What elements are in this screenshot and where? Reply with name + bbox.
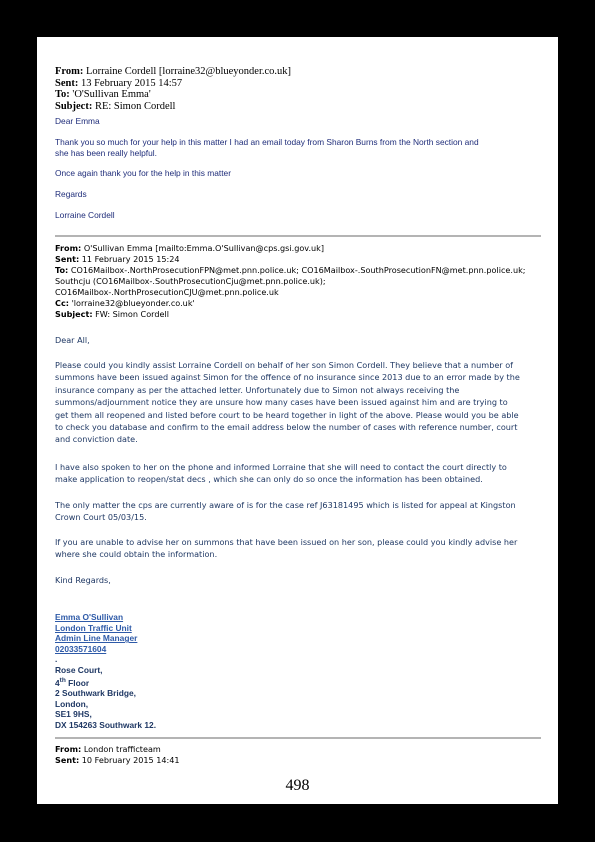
separator-line	[55, 235, 541, 237]
signature-phone-link[interactable]: 02033571604	[55, 643, 107, 654]
signature-addr4: London,	[55, 698, 89, 709]
email3-sent-label: Sent:	[55, 755, 80, 765]
email2-cc: 'lorraine32@blueyonder.co.uk'	[71, 298, 195, 308]
email1-to-label: To:	[55, 89, 70, 100]
signature-addr5: SE1 9HS,	[55, 709, 92, 720]
email1-signoff: Lorraine Cordell	[55, 210, 115, 220]
email2-p1-line: Please could you kindly assist Lorraine Cordell on behalf of her son Simon Cordell. They believe that a number of	[55, 360, 514, 370]
signature-floor-word: Floor	[65, 677, 90, 688]
email2-paragraph-4	[55, 536, 543, 561]
email2-sent-label: Sent:	[55, 254, 80, 264]
separator-line	[55, 737, 541, 739]
email2-paragraph-2	[55, 461, 543, 486]
signature-addr1: Rose Court,	[55, 664, 103, 675]
signature-addr3: 2 Southwark Bridge,	[55, 687, 136, 698]
email2-from-label: From:	[55, 243, 82, 253]
email2-p4-line: where she could obtain the information.	[55, 549, 218, 560]
email1-header	[55, 66, 291, 112]
email3-sent: 10 February 2015 14:41	[81, 755, 180, 765]
signature-floor-sup: th	[59, 676, 66, 684]
email2-p4-line: If you are unable to advise her on summons that have been issued on her son, please could you kindly advise her	[55, 537, 518, 547]
email2-paragraph-3	[55, 499, 543, 524]
signature-unit-link[interactable]: London Traffic Unit	[55, 622, 132, 633]
email1-subject-label: Subject:	[55, 100, 93, 112]
email2-to-line1: CO16Mailbox-.NorthProsecutionFPN@met.pnn.police.uk; CO16Mailbox-.SouthProsecutionFN@met.pnn.police.uk;	[70, 265, 526, 275]
email2-closing: Kind Regards,	[55, 575, 111, 585]
email2-p2-line: make application to reopen/stat decs , which she can only do so once the information has been obtained.	[55, 474, 483, 485]
email2-p1-line: get them all reopened and listed before court to be heard together in light of the above. Please would you be able	[55, 409, 519, 420]
email2-to-line2: Southcju (CO16Mailbox-.SouthProsecutionCju@met.pnn.police.uk);	[55, 276, 326, 286]
email2-p3-line: The only matter the cps are currently aware of is for the case ref J63181495 which is listed for appeal at Kingston	[55, 500, 516, 510]
email3-header	[55, 744, 180, 766]
email3-from: London trafficteam	[83, 744, 161, 754]
email2-sent: 11 February 2015 15:24	[81, 254, 180, 264]
email2-p1-line: to check you database and confirm to the email address below the number of cases with reference number, court	[55, 422, 518, 433]
email2-cc-label: Cc:	[55, 298, 69, 308]
email1-greeting: Dear Emma	[55, 116, 100, 126]
signature-role-link[interactable]: Admin Line Manager	[55, 633, 138, 644]
page-number: 498	[285, 777, 310, 794]
email1-paragraph-1	[55, 137, 545, 159]
email2-p2-line: I have also spoken to her on the phone and informed Lorraine that she will need to contact the court directly to	[55, 462, 507, 472]
email1-regards: Regards	[55, 189, 87, 199]
signature-dot: .	[55, 654, 58, 665]
email2-to-label: To:	[55, 265, 69, 275]
email2-p1-line: insurance company as per the attached letter. Unfortunately due to Simon not always receiving the	[55, 384, 460, 395]
email2-from: O'Sullivan Emma [mailto:Emma.O'Sullivan@cps.gsi.gov.uk]	[83, 243, 324, 253]
email2-p3-line: Crown Court 05/03/15.	[55, 512, 147, 523]
email1-p1-line1: Thank you so much for your help in this matter I had an email today from Sharon Burns from the North section and	[55, 137, 479, 147]
email2-header	[55, 243, 545, 320]
email1-from-label: From:	[55, 66, 84, 77]
email1-sent-label: Sent:	[55, 77, 79, 89]
email2-p1-line: summons have been issued against Simon for the offence of no insurance since 2013 due to an error made by the	[55, 372, 520, 383]
email2-greeting: Dear All,	[55, 335, 90, 345]
signature-addr6: DX 154263 Southwark 12.	[55, 719, 157, 730]
email2-p1-line: and conviction date.	[55, 434, 138, 445]
email2-paragraph-1	[55, 359, 543, 446]
signature-floor-num: 4	[55, 677, 60, 688]
email1-subject: RE: Simon Cordell	[94, 100, 176, 112]
email2-signature	[55, 612, 156, 730]
email2-subject-label: Subject:	[55, 309, 93, 319]
email1-paragraph-2: Once again thank you for the help in this matter	[55, 168, 231, 178]
email1-from: Lorraine Cordell [lorraine32@blueyonder.co.uk]	[86, 66, 292, 77]
signature-floor	[55, 676, 156, 688]
email2-subject: FW: Simon Cordell	[95, 309, 169, 319]
email2-to-line3: CO16Mailbox-.NorthProsecutionCJU@met.pnn.police.uk	[55, 287, 279, 297]
email3-from-label: From:	[55, 744, 82, 754]
email2-p1-line: summons/adjournment notice they are unsure how many cases have been issued against him and are trying to	[55, 397, 508, 408]
email1-sent: 13 February 2015 14:57	[80, 77, 183, 89]
email1-p1-line2: she has been really helpful.	[55, 148, 157, 158]
signature-name-link[interactable]: Emma O'Sullivan	[55, 612, 124, 622]
email1-to: 'O'Sullivan Emma'	[72, 89, 151, 100]
document-page	[37, 37, 558, 804]
